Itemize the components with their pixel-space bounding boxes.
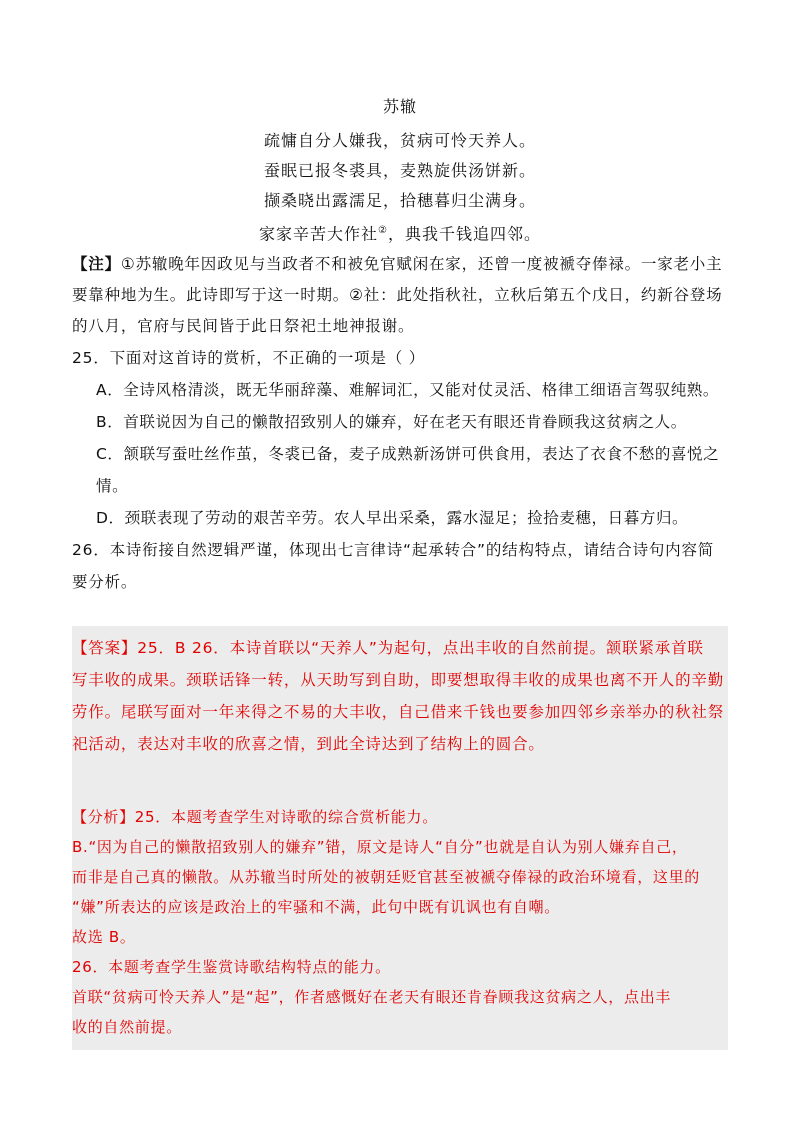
poem-line-4-head: 家家辛苦大作社: [259, 224, 379, 244]
note-line-2: 要靠种地为生。此诗即写于这一时期。②社：此处指秋社，立秋后第五个戊日，约新谷登场: [72, 286, 723, 305]
answer-line-3: 劳作。尾联写面对一年来得之不易的大丰收，自己借来千钱也要参加四邻乡亲举办的秋社祭: [72, 703, 725, 722]
grey-spacer: [72, 766, 728, 796]
poem-line-4-tail: ，典我千钱追四邻。: [387, 224, 541, 244]
analysis-line-8: 收的自然前提。: [72, 1018, 182, 1037]
note-text-1: ①苏辙晚年因政见与当政者不和被免官赋闲在家，还曾一度被褫夺俸禄。一家老小主: [120, 255, 723, 274]
footnote-marker: ②: [378, 225, 388, 236]
option-a: A．全诗风格清淡，既无华丽辞藻、难解词汇，又能对仗灵活、格律工细语言驾驭纯熟。: [96, 381, 720, 400]
option-c-continued: 情。: [96, 477, 129, 496]
analysis-line-2: B.“因为自己的懒散招致别人的嫌弃”错，原文是诗人“自分”也就是自认为别人嫌弃自己，: [72, 838, 688, 857]
analysis-line-6: 26．本题考查学生鉴赏诗歌结构特点的能力。: [72, 958, 391, 977]
option-b: B．首联说因为自己的懒散招致别人的嫌弃，好在老天有眼还肯眷顾我这贫病之人。: [96, 413, 687, 432]
question-26-line-2: 要分析。: [72, 573, 138, 592]
option-c: C．颔联写蚕吐丝作茧，冬裘已备，麦子成熟新汤饼可供食用，表达了衣食不愁的喜悦之: [96, 445, 720, 464]
poem-author: 苏辙: [382, 97, 417, 116]
note-line-1: [72, 249, 728, 280]
question-25-stem: 25．下面对这首诗的赏析，不正确的一项是（ ）: [72, 349, 426, 368]
annotation-note: [72, 249, 728, 342]
analysis-line-3: 而非是自己真的懒散。从苏辙当时所处的被朝廷贬官甚至被褫夺俸禄的政治环境看，这里的: [72, 868, 701, 887]
analysis-box: [72, 796, 728, 1050]
poem-line-2: 蚕眠已报冬裘具，麦熟旋供汤饼新。: [263, 161, 536, 180]
option-d: D．颈联表现了劳动的艰苦辛劳。农人早出采桑，露水湿足；捡拾麦穗，日暮方归。: [96, 509, 689, 528]
answer-line-1: 【答案】25．B 26．本诗首联以“天养人”为起句，点出丰收的自然前提。颔联紧承首联: [72, 639, 704, 658]
poem-line-4: [72, 216, 728, 249]
note-label: 【注】: [72, 255, 121, 274]
analysis-line-1: 【分析】25．本题考查学生对诗歌的综合赏析能力。: [72, 808, 438, 827]
note-line-3: 的八月，官府与民间皆于此日祭祀土地神报谢。: [72, 317, 415, 336]
answer-box: [72, 626, 728, 766]
answer-line-2: 写丰收的成果。颈联话锋一转，从天助写到自助，即要想取得丰收的成果也离不开人的辛勤: [72, 671, 725, 690]
analysis-line-4: “嫌”所表达的应该是政治上的牢骚和不满，此句中既有讥讽也有自嘲。: [72, 898, 560, 917]
question-26-line-1: 26．本诗衔接自然逻辑严谨，体现出七言律诗“起承转合”的结构特点，请结合诗句内容简: [72, 541, 715, 560]
poem-line-1: 疏慵自分人嫌我，贫病可怜天养人。: [263, 131, 536, 150]
poem-block: [72, 92, 728, 249]
analysis-line-5: 故选 B。: [72, 928, 136, 947]
answer-line-4: 祀活动，表达对丰收的欣喜之情，到此全诗达到了结构上的圆合。: [72, 735, 545, 754]
spacer: [72, 598, 728, 626]
analysis-line-7: 首联“贫病可怜天养人”是“起”，作者感慨好在老天有眼还肯眷顾我这贫病之人，点出丰: [72, 988, 672, 1007]
document-page: [72, 92, 728, 1050]
poem-line-3: 撷桑晓出露濡足，拾穗暮归尘满身。: [263, 191, 536, 210]
